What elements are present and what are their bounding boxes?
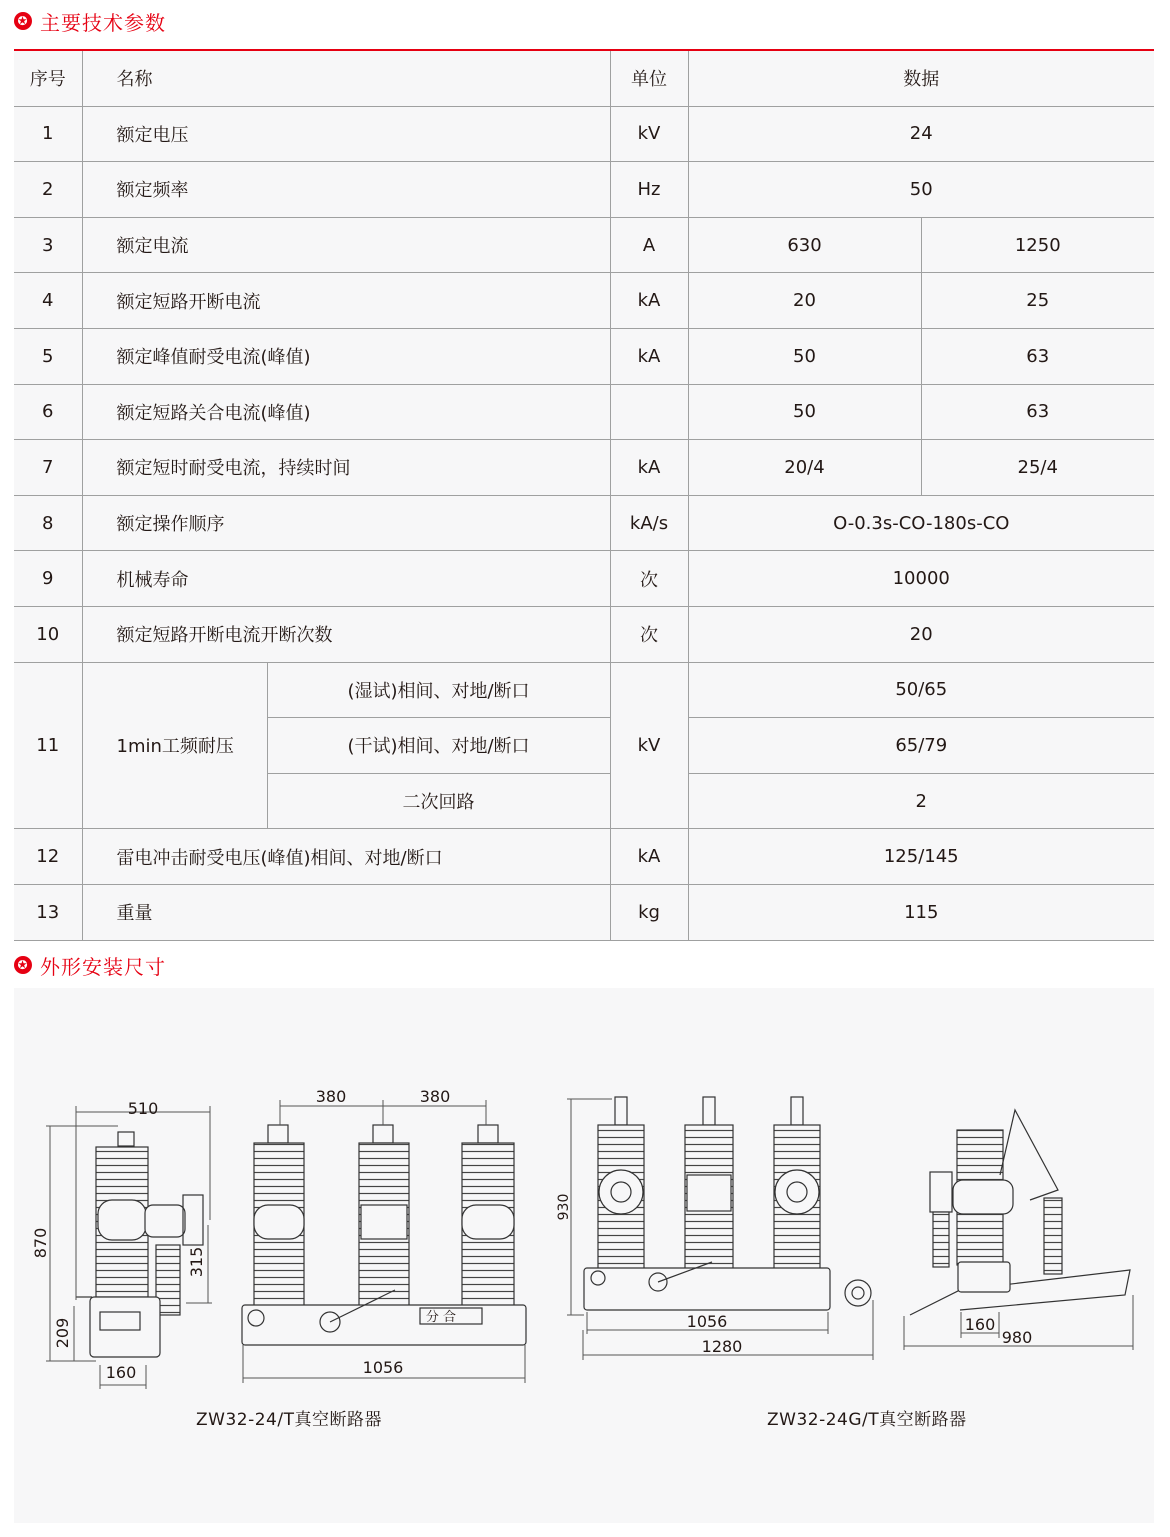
row-value: 2: [688, 773, 1154, 829]
row-value: 24: [688, 106, 1154, 162]
row-name: 额定电流: [82, 217, 610, 273]
dim-930: 930: [556, 1193, 572, 1221]
row-sub-label: (干试)相间、对地/断口: [267, 718, 610, 774]
dim-209: 209: [53, 1317, 72, 1349]
dim-1056-b: 1056: [686, 1312, 728, 1331]
row-name: 额定短路开断电流开断次数: [82, 606, 610, 662]
row-unit: kV: [610, 106, 688, 162]
row-value-a: 20: [688, 273, 921, 329]
row-name: 额定频率: [82, 162, 610, 218]
row-no: 4: [14, 273, 82, 329]
row-sub-label: 二次回路: [267, 773, 610, 829]
dim-510: 510: [127, 1099, 159, 1118]
row-name: 雷电冲击耐受电压(峰值)相间、对地/断口: [82, 829, 610, 885]
row-unit: 次: [610, 606, 688, 662]
row-sub-label: (湿试)相间、对地/断口: [267, 662, 610, 718]
front-view-right: [584, 1097, 871, 1310]
side-view-right: [910, 1110, 1130, 1315]
row-value-a: 630: [688, 217, 921, 273]
row-unit: kA/s: [610, 495, 688, 551]
row-unit: Hz: [610, 162, 688, 218]
row-name: 额定短时耐受电流，持续时间: [82, 440, 610, 496]
row-value: 50: [688, 162, 1154, 218]
dim-870: 870: [31, 1227, 50, 1259]
row-name: 重量: [82, 884, 610, 940]
row-name: 额定短路开断电流: [82, 273, 610, 329]
row-name: 额定电压: [82, 106, 610, 162]
row-no: 6: [14, 384, 82, 440]
row-no: 3: [14, 217, 82, 273]
row-no: 10: [14, 606, 82, 662]
row-value: 10000: [688, 551, 1154, 607]
row-no: 7: [14, 440, 82, 496]
row-unit: kA: [610, 328, 688, 384]
row-unit: kg: [610, 884, 688, 940]
row-name: 额定短路关合电流(峰值): [82, 384, 610, 440]
row-value-b: 1250: [921, 217, 1154, 273]
row-no: 8: [14, 495, 82, 551]
star-icon: ✪: [14, 956, 32, 974]
star-icon: ✪: [14, 12, 32, 30]
header-unit: 单位: [610, 51, 688, 106]
row-value-a: 20/4: [688, 440, 921, 496]
row-name: 额定操作顺序: [82, 495, 610, 551]
header-no: 序号: [14, 51, 82, 106]
dim-380-a: 380: [315, 1087, 347, 1106]
row-unit: kA: [610, 440, 688, 496]
params-title-text: 主要技术参数: [40, 10, 166, 35]
row-value-a: 50: [688, 328, 921, 384]
row-no: 5: [14, 328, 82, 384]
row-unit: A: [610, 217, 688, 273]
row-value-a: 50: [688, 384, 921, 440]
front-view-left: [242, 1125, 526, 1345]
dim-1280: 1280: [701, 1337, 743, 1356]
row-value: 50/65: [688, 662, 1154, 718]
header-data: 数据: [688, 51, 1154, 106]
row-unit: kA: [610, 829, 688, 885]
dim-160-b: 160: [964, 1315, 996, 1334]
row-value-b: 25/4: [921, 440, 1154, 496]
side-view-left: [76, 1132, 203, 1357]
row-name: 1min工频耐压: [82, 662, 267, 829]
row-no: 2: [14, 162, 82, 218]
header-name: 名称: [82, 51, 610, 106]
left-drawing-caption: ZW32-24/T真空断路器: [196, 1410, 382, 1430]
row-value: 115: [688, 884, 1154, 940]
row-value: 20: [688, 606, 1154, 662]
row-unit: kA: [610, 273, 688, 329]
row-value: 65/79: [688, 718, 1154, 774]
dim-160-a: 160: [105, 1363, 137, 1382]
row-no: 13: [14, 884, 82, 940]
dim-315: 315: [187, 1246, 206, 1278]
row-value-b: 63: [921, 328, 1154, 384]
dim-980: 980: [1001, 1328, 1033, 1347]
dim-380-b: 380: [419, 1087, 451, 1106]
open-close-label: 分 合: [425, 1310, 457, 1325]
dims-title-text: 外形安装尺寸: [40, 954, 166, 979]
row-no: 12: [14, 829, 82, 885]
row-name: 机械寿命: [82, 551, 610, 607]
row-unit: 次: [610, 551, 688, 607]
row-value-b: 25: [921, 273, 1154, 329]
row-no: 11: [14, 662, 82, 829]
right-drawing-caption: ZW32-24G/T真空断路器: [767, 1410, 967, 1430]
dim-1056-a: 1056: [362, 1358, 404, 1377]
row-value: 125/145: [688, 829, 1154, 885]
row-value-b: 63: [921, 384, 1154, 440]
row-value: O-0.3s-CO-180s-CO: [688, 495, 1154, 551]
row-unit: kV: [610, 662, 688, 829]
row-name: 额定峰值耐受电流(峰值): [82, 328, 610, 384]
row-no: 9: [14, 551, 82, 607]
row-no: 1: [14, 106, 82, 162]
